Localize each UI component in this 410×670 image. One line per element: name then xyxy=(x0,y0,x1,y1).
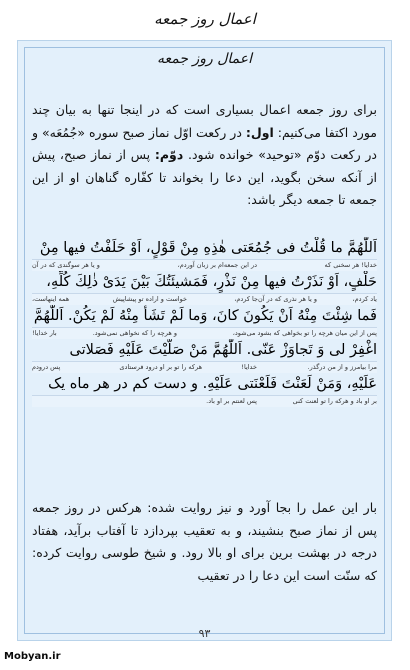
translation-row xyxy=(32,361,377,373)
translation-segment: خواست و اراده تو پیشاپیش xyxy=(112,295,187,303)
translation-segment: پس درودم xyxy=(32,363,61,371)
translation-segment: خدایا! xyxy=(241,363,257,371)
section-title: اعمال روز جمعه xyxy=(157,51,252,67)
translation-segment: هرکه را تو بر او درود فرستادی xyxy=(119,363,202,371)
intro-paragraph xyxy=(32,99,377,212)
intro-text-1: برای روز جمعه اعمال بسیاری است که در اینجا تنها به بیان چند مورد اکتفا می‌کنیم: xyxy=(32,102,377,140)
translation-row xyxy=(32,327,377,339)
translation-segment: بار خدایا! xyxy=(32,329,57,337)
translation-segment: در این جمعه‌ام بر زبان آوردم، xyxy=(177,261,257,269)
content-frame xyxy=(17,40,392,641)
translation-row xyxy=(32,395,377,407)
intro-text-2: در رکعت اوّل نماز صبح سوره «جُمُعَه» و در رکعت دوّم «توحید» خوانده شود. xyxy=(32,124,377,162)
dua-arabic-line: عَلَیْهِ، وَمَنْ لَعَنْتَ فَلَعْنَتی عَلَیْهِ. و دست کم در هر ماه یک xyxy=(48,376,377,392)
dua-line xyxy=(32,305,377,339)
label-first: اول: xyxy=(245,124,274,140)
dua-arabic-line: حَلْفٍ، اَوْ نَذَرْتُ فیها مِنْ نَذْرٍ، فَمَشیئَتُكَ بَیْنَ یَدَیْ ذٰلِكَ كُلِّهِ، xyxy=(46,274,377,290)
closing-paragraph: بار این عمل را بجا آورد و نیز روایت شده: هرکس در روز جمعه پس از نماز صبح بنشیند، و به تعقیب بپردازد تا آفتاب برآید، هفتاد درجه در بهشت برین برای او بالا رود. و شیخ طوسی روایت کرده: که سنّت است این دعا را در تعقیب xyxy=(32,500,377,583)
translation-segment: یاد کردم، xyxy=(352,295,377,303)
dua-block xyxy=(32,237,377,407)
watermark: Mobyan.ir xyxy=(4,651,61,662)
translation-segment: همه اینهاست، xyxy=(32,295,70,303)
dua-arabic-line: فَما شِئْتَ مِنْهُ اَنْ یَكُونَ كانَ، وَما لَمْ تَشَأْ مِنْهُ لَمْ یَكُنْ. اَللّٰهُمَّ xyxy=(33,308,377,324)
dua-line xyxy=(32,271,377,305)
dua-arabic-line: اَللّٰهُمَّ ما قُلْتُ فی جُمُعَتی هٰذِهِ مِنْ قَوْلٍ، اَوْ حَلَفْتُ فیها مِنْ xyxy=(39,240,377,256)
translation-segment: پس لعنتم بر او باد. xyxy=(206,397,257,405)
page-title: اعمال روز جمعه xyxy=(154,10,256,28)
page-header xyxy=(0,0,410,40)
dua-arabic-line: اغْفِرْ لی وَ تَجاوَزْ عَنّی. اَللّٰهُمَّ مَنْ صَلَّیْتَ عَلَیْهِ فَصَلاتی xyxy=(69,342,377,358)
intro-text-3: پس از نماز صبح، پیش از آنکه سخن بگوید، این دعا را بخواند تا کفّاره گناهان او از این جمعه تا جمعه دیگر باشد: xyxy=(32,147,377,207)
translation-segment: و یا هر نذری که در آن‌جا کردم، xyxy=(234,295,317,303)
translation-segment: خدایا! هر سخنی که xyxy=(324,261,377,269)
dua-line xyxy=(32,373,377,407)
translation-row xyxy=(32,293,377,305)
translation-segment: و هرچه را که نخواهی نمی‌شود. xyxy=(92,329,177,337)
translation-row xyxy=(32,259,377,271)
translation-segment: بر او باد و هرکه را تو لعنت کنی xyxy=(292,397,377,405)
page-number: ۹۳ xyxy=(198,627,211,640)
translation-segment: مرا بیامرز و از من درگذر. xyxy=(307,363,377,371)
dua-line xyxy=(32,339,377,373)
translation-segment: و یا هر سوگندی که در آن xyxy=(32,261,100,269)
dua-line xyxy=(32,237,377,271)
translation-segment: پس از این میان هرچه را تو بخواهی که بشود می‌شود، xyxy=(232,329,377,337)
label-second: دوّم: xyxy=(154,147,184,162)
